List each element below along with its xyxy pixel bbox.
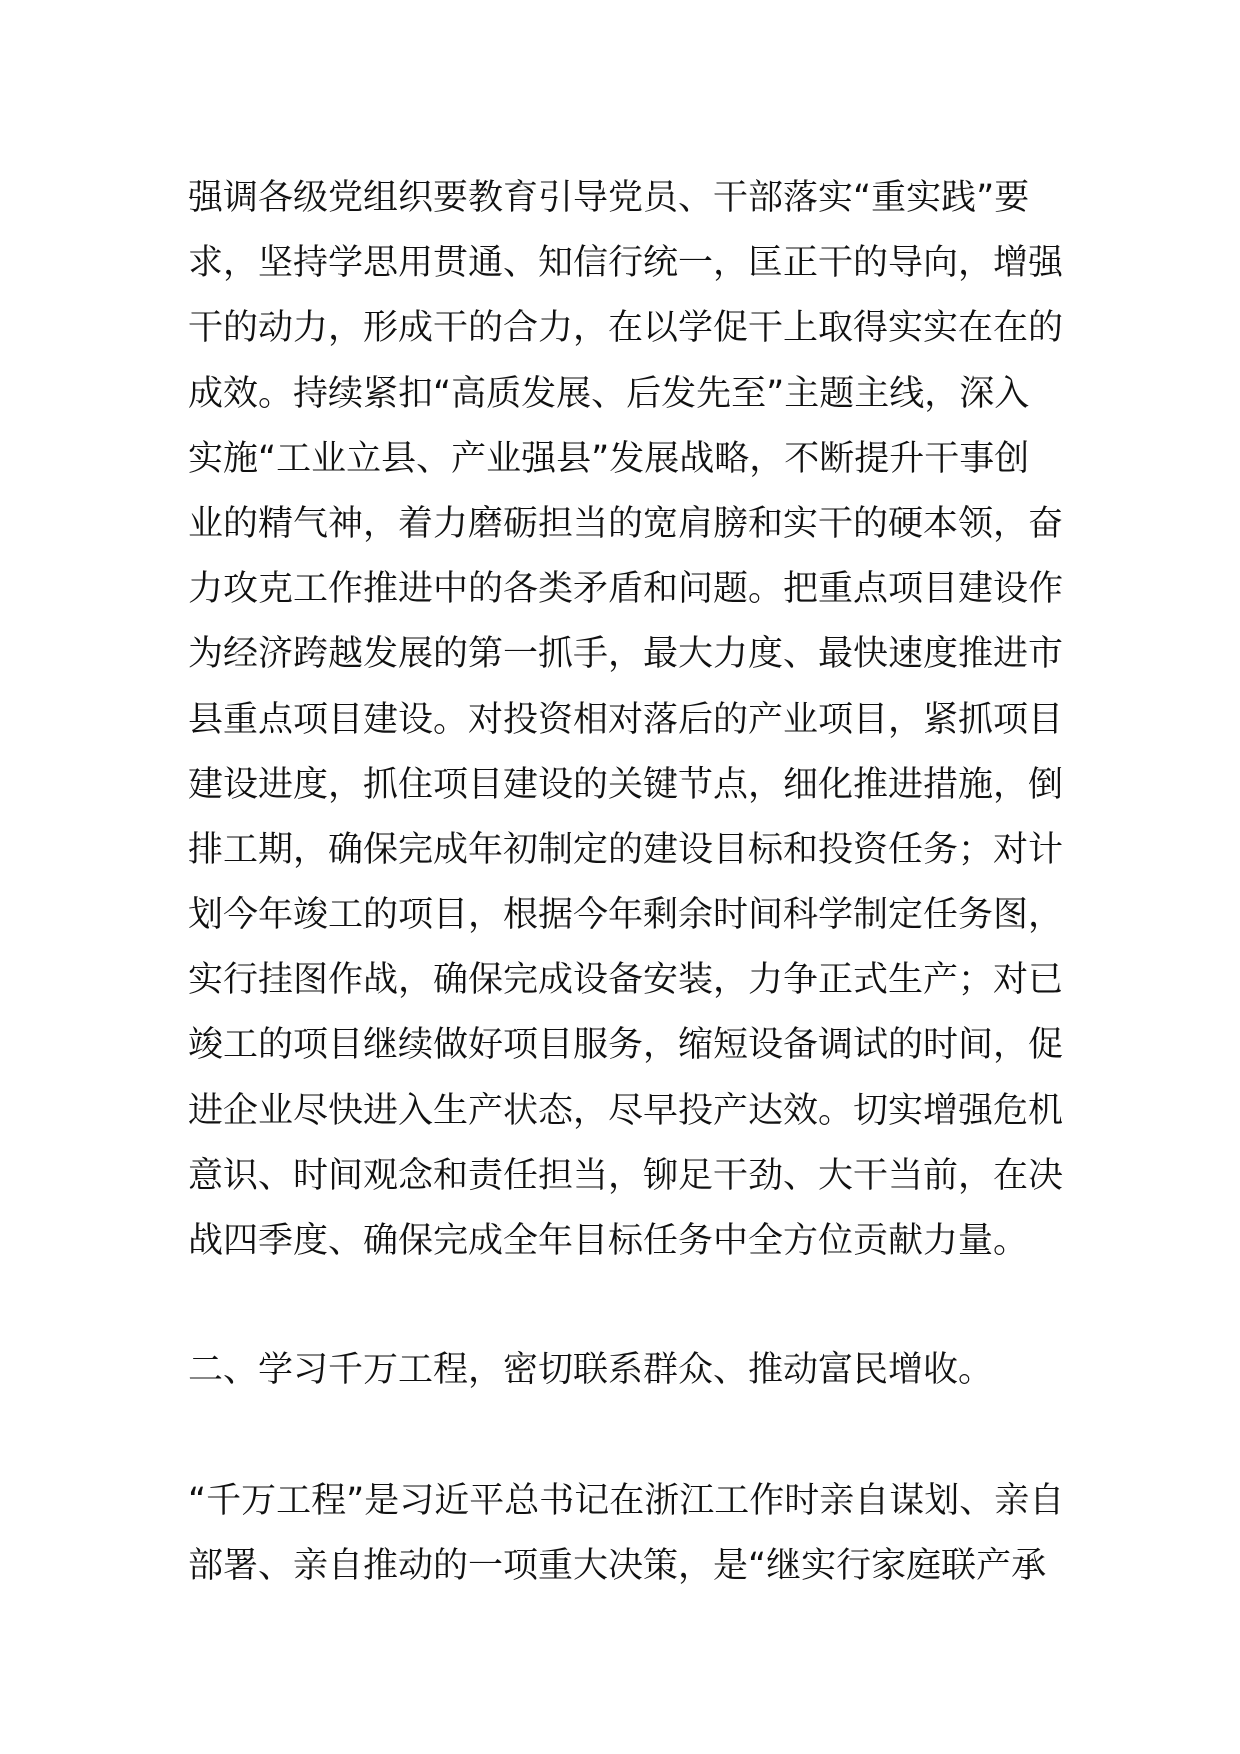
- paragraph-line: 部署、亲自推动的一项重大决策，是“继实行家庭联产承: [188, 1546, 1047, 1587]
- paragraph-line: 为经济跨越发展的第一抓手，最大力度、最快速度推进市: [188, 634, 1064, 675]
- body-paragraph-1: [188, 166, 1064, 1274]
- paragraph-line: 排工期，确保完成年初制定的建设目标和投资任务；对计: [188, 829, 1064, 870]
- paragraph-line: 求，坚持学思用贯通、知信行统一，匡正干的导向，增强: [188, 243, 1064, 284]
- paragraph-line: 建设进度，抓住项目建设的关键节点，细化推进措施，倒: [188, 764, 1064, 805]
- section-heading: [188, 1338, 1058, 1403]
- paragraph-line: 实行挂图作战，确保完成设备安装，力争正式生产；对已: [188, 960, 1064, 1001]
- paragraph-line: 实施“工业立县、产业强县”发展战略，不断提升干事创: [188, 438, 1030, 479]
- paragraph-line: 战四季度、确保完成全年目标任务中全方位贡献力量。: [188, 1221, 1029, 1261]
- paragraph-line: 竣工的项目继续做好项目服务，缩短设备调试的时间，促: [188, 1025, 1064, 1066]
- paragraph-line: 县重点项目建设。对投资相对落后的产业项目，紧抓项目: [188, 699, 1064, 740]
- paragraph-line: 划今年竣工的项目，根据今年剩余时间科学制定任务图，: [188, 895, 1064, 936]
- paragraph-line: 意识、时间观念和责任担当，铆足干劲、大干当前，在决: [188, 1155, 1064, 1196]
- paragraph-line: 强调各级党组织要教育引导党员、干部落实“重实践”要: [188, 178, 1030, 218]
- paragraph-line: 业的精气神，着力磨砺担当的宽肩膀和实干的硬本领，奋: [188, 503, 1064, 544]
- paragraph-line: 进企业尽快进入生产状态，尽早投产达效。切实增强危机: [188, 1090, 1064, 1131]
- section-heading-text: 二、学习千万工程，密切联系群众、推动富民增收。: [188, 1350, 994, 1390]
- paragraph-line: “千万工程”是习近平总书记在浙江工作时亲自谋划、亲自: [188, 1481, 1065, 1521]
- paragraph-line: 成效。持续紧扣“高质发展、后发先至”主题主线，深入: [188, 373, 1030, 414]
- body-paragraph-2: [188, 1469, 1065, 1599]
- paragraph-line: 干的动力，形成干的合力，在以学促干上取得实实在在的: [188, 308, 1064, 349]
- paragraph-line: 力攻克工作推进中的各类矛盾和问题。把重点项目建设作: [188, 569, 1064, 610]
